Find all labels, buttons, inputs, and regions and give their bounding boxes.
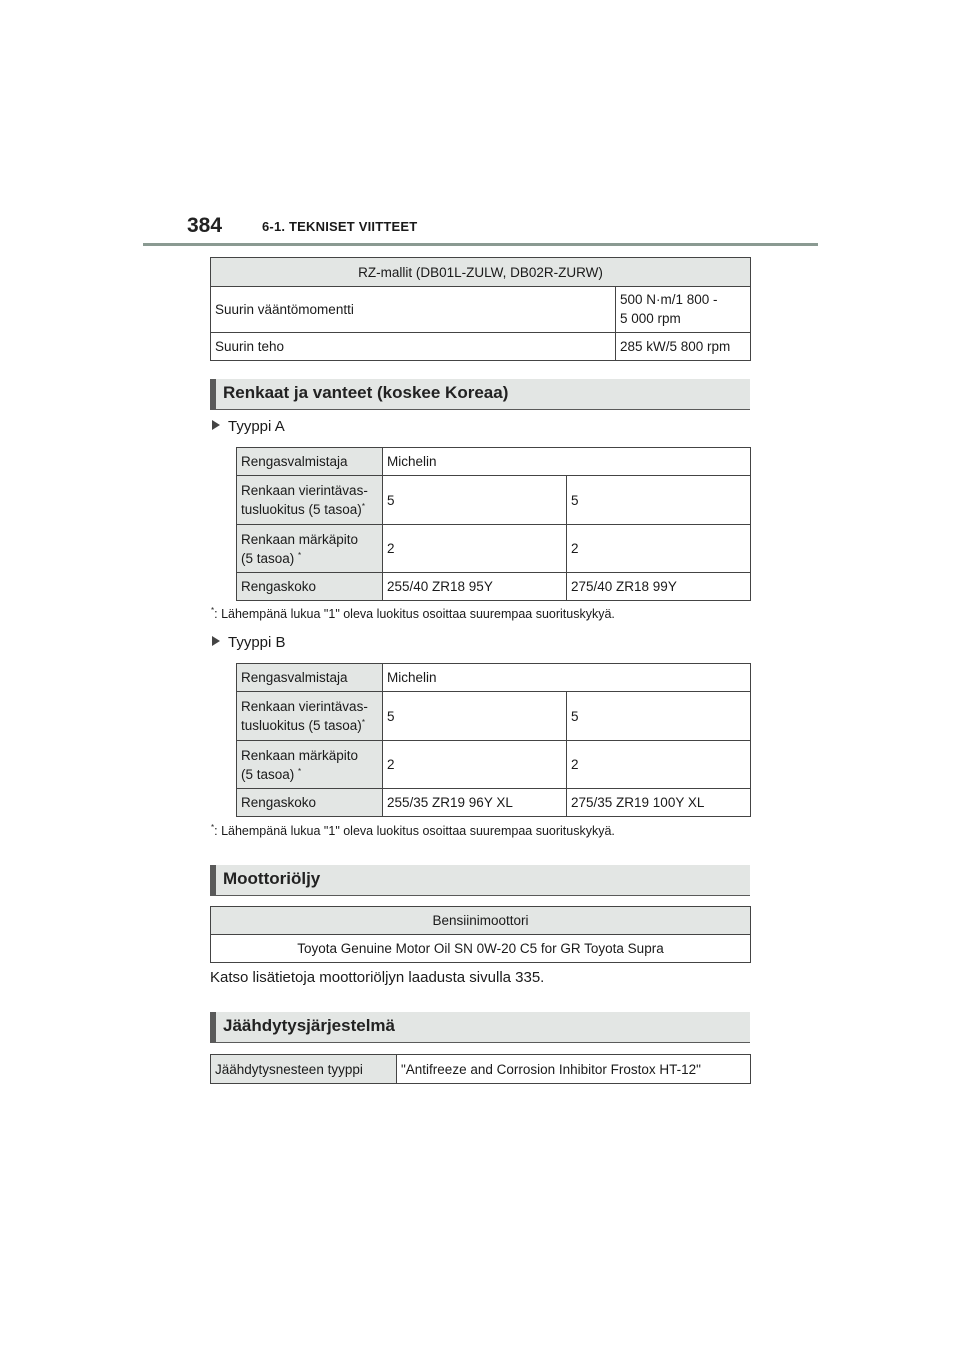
coolant-label: Jäähdytysnesteen tyyppi: [211, 1055, 397, 1084]
torque-value-line1: 500 N·m/1 800 -: [620, 292, 718, 307]
cooling-table: [210, 1054, 751, 1084]
wet-label: Renkaan märkäpito (5 tasoa) *: [237, 741, 383, 789]
header-rule: [143, 243, 818, 246]
power-label: Suurin teho: [211, 333, 616, 361]
rolling-rear: 5: [567, 476, 751, 525]
power-value: 285 kW/5 800 rpm: [616, 333, 751, 361]
footnote-type-a: *: Lähempänä lukua "1" oleva luokitus osoittaa suurempaa suorituskykyä.: [211, 606, 615, 621]
running-header: 6-1. TEKNISET VIITTEET: [262, 219, 418, 234]
wet-rear: 2: [567, 741, 751, 789]
section-heading-oil: [210, 865, 750, 896]
torque-value-line2: 5 000 rpm: [620, 311, 681, 326]
rz-table-header: RZ-mallit (DB01L-ZULW, DB02R-ZURW): [211, 258, 751, 287]
coolant-value: "Antifreeze and Corrosion Inhibitor Frostox HT-12": [397, 1055, 751, 1084]
maker-label: Rengasvalmistaja: [237, 664, 383, 692]
torque-label: Suurin vääntömomentti: [211, 287, 616, 333]
size-label: Rengaskoko: [237, 573, 383, 601]
type-b-label: Tyyppi B: [228, 634, 286, 651]
rolling-label: Renkaan vierintävas- tusluokitus (5 tasoa)*: [237, 476, 383, 525]
page-number: 384: [187, 214, 223, 237]
wet-front: 2: [383, 525, 567, 573]
section-heading-cooling: [210, 1012, 750, 1043]
size-label: Rengaskoko: [237, 789, 383, 817]
maker-label: Rengasvalmistaja: [237, 448, 383, 476]
oil-table-value: Toyota Genuine Motor Oil SN 0W-20 C5 for GR Toyota Supra: [211, 935, 751, 963]
type-a-table: [236, 447, 751, 601]
rolling-label: Renkaan vierintävas- tusluokitus (5 tasoa)*: [237, 692, 383, 741]
section-heading-tires: [210, 379, 750, 410]
oil-table-header: Bensiinimoottori: [211, 907, 751, 935]
oil-table: [210, 906, 751, 963]
rolling-front: 5: [383, 692, 567, 741]
type-b-table: [236, 663, 751, 817]
section-title: Renkaat ja vanteet (koskee Koreaa): [223, 383, 509, 402]
oil-paragraph: Katso lisätietoja moottoriöljyn laadusta sivulla 335.: [210, 969, 545, 986]
triangle-bullet-icon: [212, 636, 220, 646]
size-front: 255/35 ZR19 96Y XL: [383, 789, 567, 817]
rolling-front: 5: [383, 476, 567, 525]
wet-front: 2: [383, 741, 567, 789]
triangle-bullet-icon: [212, 420, 220, 430]
wet-rear: 2: [567, 525, 751, 573]
subheading-type-b: [212, 634, 286, 651]
size-rear: 275/35 ZR19 100Y XL: [567, 789, 751, 817]
rolling-rear: 5: [567, 692, 751, 741]
section-title: Moottoriöljy: [223, 869, 321, 888]
size-front: 255/40 ZR18 95Y: [383, 573, 567, 601]
torque-value: [616, 287, 751, 333]
section-title: Jäähdytysjärjestelmä: [223, 1016, 395, 1035]
footnote-type-b: *: Lähempänä lukua "1" oleva luokitus osoittaa suurempaa suorituskykyä.: [211, 823, 615, 838]
maker-value: Michelin: [383, 664, 751, 692]
size-rear: 275/40 ZR18 99Y: [567, 573, 751, 601]
section-bar: [210, 1012, 216, 1043]
wet-label: Renkaan märkäpito (5 tasoa) *: [237, 525, 383, 573]
type-a-label: Tyyppi A: [228, 418, 285, 435]
section-bar: [210, 865, 216, 896]
rz-spec-table: [210, 257, 751, 361]
subheading-type-a: [212, 418, 285, 435]
maker-value: Michelin: [383, 448, 751, 476]
section-bar: [210, 379, 216, 410]
